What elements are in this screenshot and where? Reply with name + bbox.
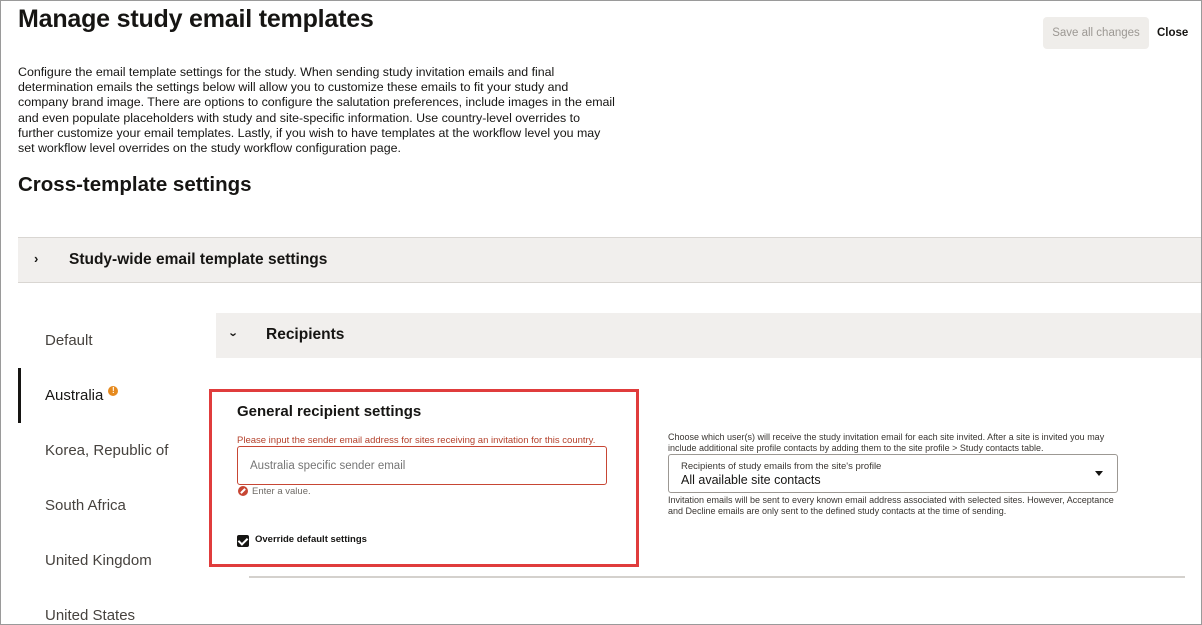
country-tab-default[interactable] [18,313,198,368]
country-tab-south-africa[interactable] [18,478,198,533]
sender-email-helper-text: Please input the sender email address for sites receiving an invitation for this country. [237,435,596,446]
close-button[interactable]: Close [1157,17,1188,49]
error-icon [238,486,248,496]
country-tab-united-states[interactable] [18,588,198,625]
country-tab-label: United States [45,607,136,624]
recipients-accordion[interactable] [216,313,1202,358]
country-tab-united-kingdom[interactable] [18,533,198,588]
intro-text: Configure the email template settings for the study. When sending study invitation emails and final determination emails the settings below will allow you to customize these emails to fit your study and company brand image. There are options to configure the salutation preferences, include images in the email and even populate placeholders with study and site-specific information. Use country-level overrides to further customize your email templates. Lastly, if you wish to have templates at the workflow level you may set workflow level overrides on the study workflow configuration page. [18,65,615,156]
country-tab-label: Korea, Republic of [45,442,169,459]
warning-badge-icon: ! [108,386,118,396]
study-wide-settings-label: Study-wide email template settings [69,251,328,268]
country-tab-australia[interactable] [18,368,198,423]
study-wide-settings-accordion[interactable] [18,237,1202,283]
recipients-select-note: Invitation emails will be sent to every known email address associated with selected sites. However, Acceptance and Decline emails are only sent to the defined study contacts at the time of sending. [668,495,1114,516]
country-tab-label: Default [45,332,93,349]
general-recipient-settings-title: General recipient settings [237,403,422,420]
section-title: Cross-template settings [18,173,252,196]
country-tab-korea[interactable] [18,423,198,478]
error-message: Enter a value. [252,486,311,497]
caret-down-icon [1095,471,1103,476]
country-tab-label: South Africa [45,497,126,514]
sender-email-input[interactable] [237,446,607,485]
recipients-select-value: All available site contacts [681,473,821,487]
recipients-label: Recipients [266,326,345,343]
chevron-down-icon: › [226,332,242,337]
country-tab-label: Australia [45,387,104,404]
recipients-select[interactable] [668,454,1118,493]
override-default-checkbox[interactable] [237,535,249,547]
override-default-label[interactable]: Override default settings [255,534,367,545]
divider [249,576,1185,578]
save-all-changes-button[interactable]: Save all changes [1043,17,1149,49]
recipients-help-text: Choose which user(s) will receive the study invitation email for each site invited. After a site is invited you may include additional site profile contacts by adding them to the site profile > Study contacts table. [668,432,1105,453]
chevron-right-icon: › [34,251,39,266]
country-tab-label: United Kingdom [45,552,152,569]
page-title: Manage study email templates [18,5,374,33]
recipients-select-label: Recipients of study emails from the site's profile [681,461,882,472]
